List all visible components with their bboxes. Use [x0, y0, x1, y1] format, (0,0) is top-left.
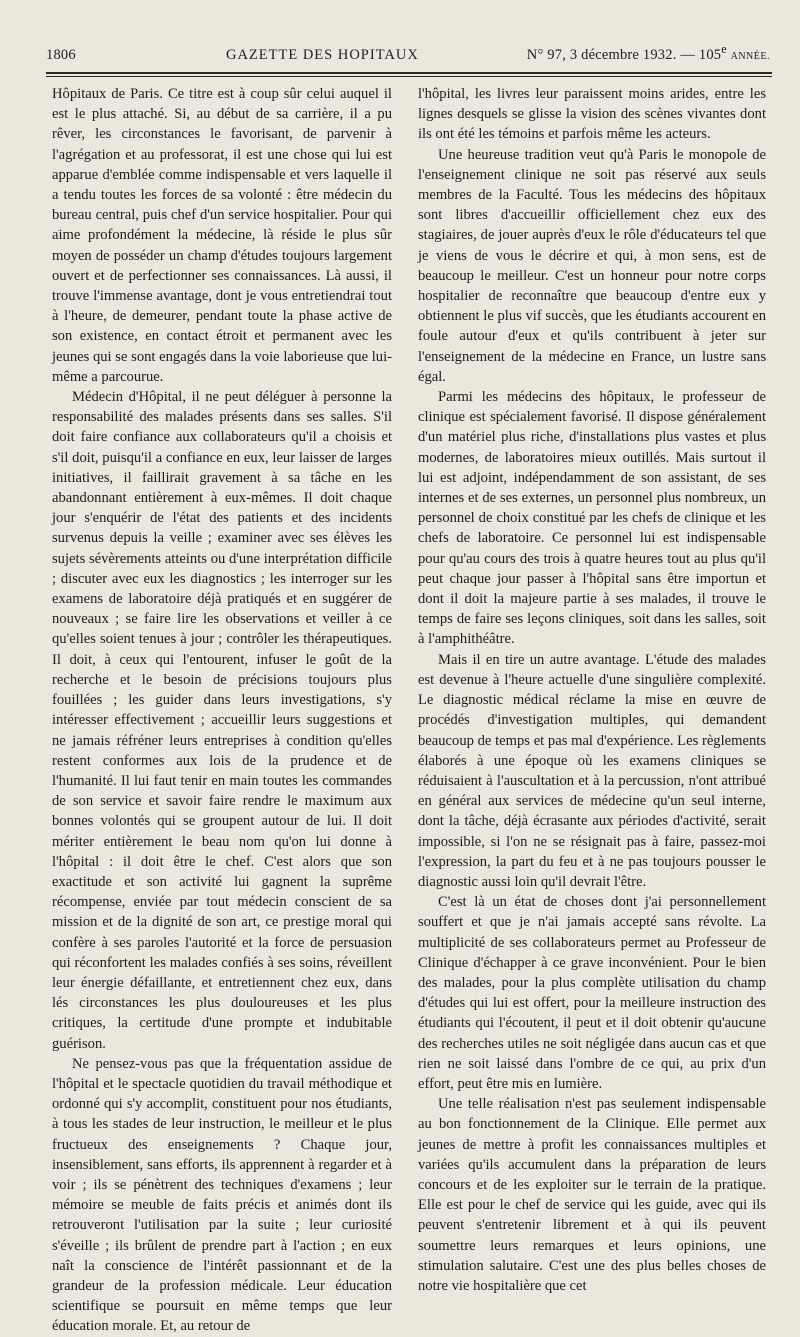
paragraph: C'est là un état de choses dont j'ai personnellement souffert et que je n'ai jamais accepté sans révolte. La multiplicité de ses collaborateurs permet au Professeur de Clinique d'échapper à ce grave inconvénient. Pour le bien des malades, pour la plus complète utilisation du champ d'études qui lui est offert, pour la meilleure instruction des étudiants qui l'écoutent, il peut et il doit obtenir qu'aucune des recherches utiles ne soit négligée dans aucun cas et que rien ne soit laissé dans l'ombre de ce qui, au prix d'un effort, peut être mis en lumière. — [418, 894, 766, 1092]
left-column — [52, 84, 392, 1335]
paragraph: Ne pensez-vous pas que la fréquentation assidue de l'hôpital et le spectacle quotidien du travail méthodique et ordonné qui s'y accomplit, constituent pour nos étudiants, à tous les stades de leur instruction, le meilleur et le plus fructueux des enseignements ? Chaque jour, insensiblement, sans efforts, ils apprennent à regarder et à voir ; ils se pénètrent des techniques d'examens ; leur mémoire se meuble de faits précis et animés dont ils retrouveront l'utilisation par la suite ; leur curiosité s'éveille ; ils brûlent de prendre part à l'action ; en eux naît la conscience de l'intérêt passionnant et de la grandeur de la profession médicale. Leur éducation scientifique se poursuit en même temps que leur éducation morale. Et, au retour de — [52, 1055, 392, 1335]
issue-superscript: e — [721, 42, 727, 56]
page-number: 1806 — [46, 46, 76, 63]
header-rule-thick — [46, 72, 772, 74]
page-header — [46, 42, 770, 68]
right-column — [418, 84, 766, 1294]
issue-year-label: ANNÉE. — [730, 50, 770, 62]
paragraph: Médecin d'Hôpital, il ne peut déléguer à personne la responsabilité des malades présents dans ses salles. S'il doit faire confiance aux collaborateurs qu'il a choisis et s'il doit, puisqu'il a confiance en eux, leur laisser de larges initiatives, il faillirait gravement à sa tâche en les abandonnant entièrement à eux-mêmes. Il doit chaque jour s'enquérir de l'état des patients et des incidents survenus depuis la veille ; examiner avec ses élèves les sujets sévèrements atteints ou d'une interprétation difficile ; discuter avec eux les diagnostics ; les interroger sur les examens de laboratoire déjà pratiqués et en suggérer de nouveaux ; se faire lire les observations et veiller à ce qu'elles soient tenues à jour ; contrôler les thérapeutiques. Il doit, à ceux qui l'entourent, infuser le goût de la recherche et le besoin de précisions toujours plus fouillées ; les guider dans leurs investigations, s'y intéresser effectivement ; accueillir leurs suggestions et ne jamais réfréner leurs entreprises à condition qu'elles restent conformes aux lois de la prudence et de l'humanité. Il lui faut tenir en main toutes les commandes de son service et savoir faire rendre le maximum aux bonnes volontés qui se groupent autour de lui. Il doit mériter entièrement le beau nom qu'on lui donne à l'hôpital : il doit être le chef. C'est alors que son exactitude et son activité lui gagnent la suprême récompense, enviée par tout médecin conscient de sa mission et de la dignité de son art, ce prestige moral qui confère à ses paroles l'autorité et la force de persuasion qui réconfortent les malades confiés à ses soins, réveillent leur énergie défaillante, et entretiennent chez eux, dans lés circonstances les plus douloureuses et les plus critiques, la certitude d'une prompte et indubitable guérison. — [52, 389, 392, 1052]
paragraph: Une telle réalisation n'est pas seulement indispensable au bon fonctionnement de la Clinique. Elle permet aux jeunes de mettre à profit les connaissances multiples et variées qu'ils accumulent dans la préparation de leurs concours et de les exploiter sur le terrain de la pratique. Elle est pour le chef de service qui les guide, avec qui ils peuvent s'entretenir librement et à qui ils peuvent soumettre leurs remarques et leurs opinions, une stimulation salutaire. C'est une des plus belles choses de notre vie hospitalière que cet — [418, 1096, 766, 1294]
issue-date: N° 97, 3 décembre 1932. — 105 — [526, 46, 722, 63]
issue-line — [527, 42, 770, 64]
paragraph: Mais il en tire un autre avantage. L'étude des malades est devenue à l'heure actuelle d'une singulière complexité. Le diagnostic médical réclame la mise en œuvre de procédés d'investigation multiples, qui demandent beaucoup de temps et pas mal d'expérience. Les règlements élaborés à une époque où les examens cliniques se réduisaient à l'auscultation et à la percussion, n'ont attribué en général aux services de médecine qu'un seul interne, dont la tâche, déjà écrasante aux périodes d'activité, serait impossible, si l'on ne se résignait pas à faire, passez-moi l'expression, la part du feu et à ne pas toujours pousser le diagnostic aussi loin qu'il devrait l'être. — [418, 651, 766, 890]
journal-title: GAZETTE DES HOPITAUX — [225, 46, 419, 63]
paragraph: Hôpitaux de Paris. Ce titre est à coup sûr celui auquel il est le plus attaché. Si, au début de sa carrière, il a pu rêver, les circonstances le favorisant, de parvenir à l'agrégation et au professorat, il est une chose qui lui est apparue d'emblée comme indispensable et vers laquelle il a tendu toutes les forces de sa volonté : être médecin du bureau central, puis chef d'un service hospitalier. Pour qui aime profondément la médecine, là réside le plus sûr moyen de posséder un champ d'études toujours largement ouvert et de perfectionner ses connaissances. Là aussi, il trouve l'immense avantage, dont je vous entretiendrai tout à l'heure, de demeurer, pendant toute la phase active de son existence, en contact étroit et permanent avec les jeunes qui se sont engagés dans la voie laborieuse que lui-même a parcourue. — [52, 86, 392, 385]
paragraph: Une heureuse tradition veut qu'à Paris le monopole de l'enseignement clinique ne soit pas réservé aux seuls membres de la Faculté. Tous les médecins des hôpitaux sont libres d'accueillir officiellement chez eux des stagiaires, de jouer auprès d'eux le rôle d'éducateurs tel que je viens de vous le décrire et qui, à mon sens, est de beaucoup le meilleur. C'est un honneur pour notre corps hospitalier de reconnaître que beaucoup d'entre eux y obtiennent le plus vif succès, que les étudiants accourent en foule autour d'eux et qu'ils contribuent à jeter sur l'enseignement de la médecine en France, un lustre sans égal. — [418, 146, 766, 385]
paragraph: l'hôpital, les livres leur paraissent moins arides, entre les lignes desquels se glisse la vision des scènes vivantes dont ils ont été les témoins et parfois même les acteurs. — [418, 86, 766, 143]
paragraph: Parmi les médecins des hôpitaux, le professeur de clinique est spécialement favorisé. Il dispose généralement d'un matériel plus riche, d'installations plus vastes et plus modernes, de laboratoires mieux outillés. Mais surtout il lui est adjoint, indépendamment de son assistant, de ses internes et de ses externes, un personnel plus nombreux, un personnel de choix constitué par les chefs de clinique et les chefs de laboratoire. Ce personnel lui est indispensable pour qu'au cours des trois à quatre heures tout au plus qu'il peut chaque jour passer à l'hôpital sans être importun et dont il doit la majeure partie à ses malades, il trouve le temps de faire ses leçons cliniques, soit dans les salles, soit à l'amphithéâtre. — [418, 389, 766, 648]
header-rule-thin — [46, 76, 772, 77]
